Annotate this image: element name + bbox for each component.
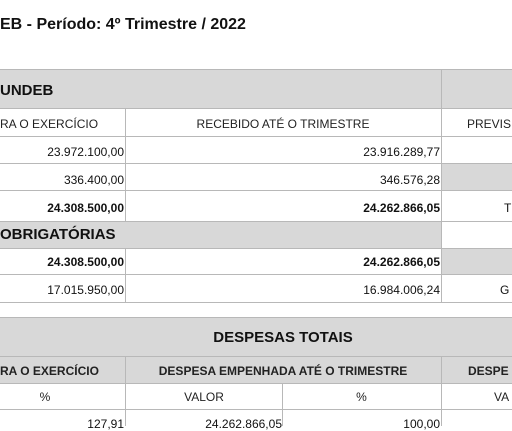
grid-line bbox=[0, 221, 512, 222]
fundeb-row-2-previsto: 336.400,00 bbox=[63, 173, 124, 187]
fundeb-section-title: UNDEB bbox=[0, 82, 54, 99]
grid-line bbox=[441, 221, 442, 302]
grid-line bbox=[441, 356, 442, 426]
grid-line bbox=[0, 69, 512, 70]
obrigatorias-row-2-recebido: 16.984.006,24 bbox=[363, 283, 440, 297]
despesas-col-header-previsto: RA O EXERCÍCIO bbox=[0, 364, 99, 378]
grid-line bbox=[125, 356, 126, 426]
grid-line bbox=[0, 383, 512, 384]
despesas-col-header-liquidada: DESPE bbox=[468, 364, 509, 378]
subheader-pct-1: % bbox=[39, 390, 51, 404]
despesas-row-1-pct: 127,91 bbox=[87, 417, 124, 431]
fundeb-section-header-right bbox=[442, 70, 512, 108]
col-header-recebido: RECEBIDO ATÉ O TRIMESTRE bbox=[196, 117, 370, 131]
fundeb-total-recebido: 24.262.866,05 bbox=[363, 201, 440, 215]
fundeb-row-2-grey-cell bbox=[442, 163, 512, 190]
despesas-row-1-valor: 24.262.866,05 bbox=[205, 417, 282, 431]
obrigatorias-row-2-previsto: 17.015.950,00 bbox=[47, 283, 124, 297]
grid-line bbox=[125, 248, 126, 302]
grid-line bbox=[0, 356, 512, 357]
subheader-valor-2: VA bbox=[494, 390, 510, 404]
grid-line bbox=[125, 108, 126, 221]
col-header-previsto: RA O EXERCÍCIO bbox=[0, 117, 99, 131]
grid-line bbox=[0, 302, 512, 303]
fundeb-row-1-previsto: 23.972.100,00 bbox=[47, 145, 124, 159]
despesas-row-1-pct-2: 100,00 bbox=[403, 417, 440, 431]
subheader-valor-1: VALOR bbox=[184, 390, 224, 404]
grid-line bbox=[0, 190, 512, 191]
obrigatorias-row-2-extra: G bbox=[500, 283, 510, 297]
grid-line bbox=[0, 274, 512, 275]
grid-line bbox=[0, 108, 512, 109]
report-title: EB - Período: 4º Trimestre / 2022 bbox=[0, 16, 246, 33]
obrigatorias-row-1-grey-cell bbox=[442, 248, 512, 274]
grid-line bbox=[0, 136, 512, 137]
despesas-section-title: DESPESAS TOTAIS bbox=[213, 329, 353, 346]
col-header-previsao: PREVIS bbox=[467, 117, 512, 131]
fundeb-total-extra: T bbox=[504, 201, 512, 215]
fundeb-total-previsto: 24.308.500,00 bbox=[47, 201, 124, 215]
fundeb-row-1-recebido: 23.916.289,77 bbox=[363, 145, 440, 159]
grid-line bbox=[0, 317, 512, 318]
fundeb-section-header bbox=[0, 70, 441, 108]
grid-line bbox=[441, 69, 442, 221]
obrigatorias-row-1-previsto: 24.308.500,00 bbox=[47, 255, 124, 269]
obrigatorias-section-title: OBRIGATÓRIAS bbox=[0, 226, 116, 243]
grid-line bbox=[282, 383, 283, 426]
obrigatorias-row-1-recebido: 24.262.866,05 bbox=[363, 255, 440, 269]
despesas-col-header-empenhada: DESPESA EMPENHADA ATÉ O TRIMESTRE bbox=[158, 364, 408, 378]
grid-line bbox=[0, 163, 512, 164]
fundeb-row-2-recebido: 346.576,28 bbox=[379, 173, 440, 187]
grid-line bbox=[0, 248, 512, 249]
subheader-pct-2: % bbox=[356, 390, 367, 404]
grid-line bbox=[0, 409, 512, 410]
